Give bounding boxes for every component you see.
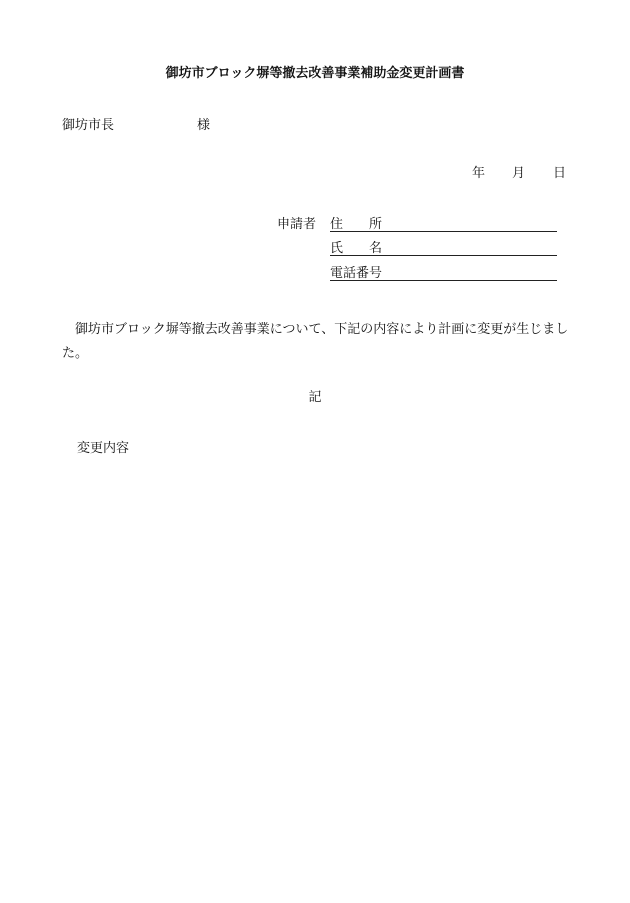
ki-heading: 記 bbox=[308, 390, 322, 405]
phone-field[interactable] bbox=[330, 280, 557, 281]
addressee: 御坊市長 bbox=[62, 118, 115, 133]
name-field[interactable] bbox=[330, 255, 557, 256]
change-content-label: 変更内容 bbox=[77, 441, 130, 456]
date-year-label: 年 bbox=[472, 166, 486, 181]
date-month-label: 月 bbox=[512, 166, 526, 181]
name-label: 氏 名 bbox=[330, 241, 383, 256]
address-field[interactable] bbox=[330, 231, 557, 232]
document-title: 御坊市ブロック塀等撤去改善事業補助金変更計画書 bbox=[165, 66, 465, 81]
honorific: 様 bbox=[197, 118, 211, 133]
address-label: 住 所 bbox=[330, 217, 383, 232]
body-text: 御坊市ブロック塀等撤去改善事業について、下記の内容により計画に変更が生じました。 bbox=[62, 322, 569, 361]
date-day-label: 日 bbox=[553, 166, 567, 181]
phone-label: 電話番号 bbox=[330, 266, 383, 281]
applicant-label: 申請者 bbox=[277, 217, 317, 232]
